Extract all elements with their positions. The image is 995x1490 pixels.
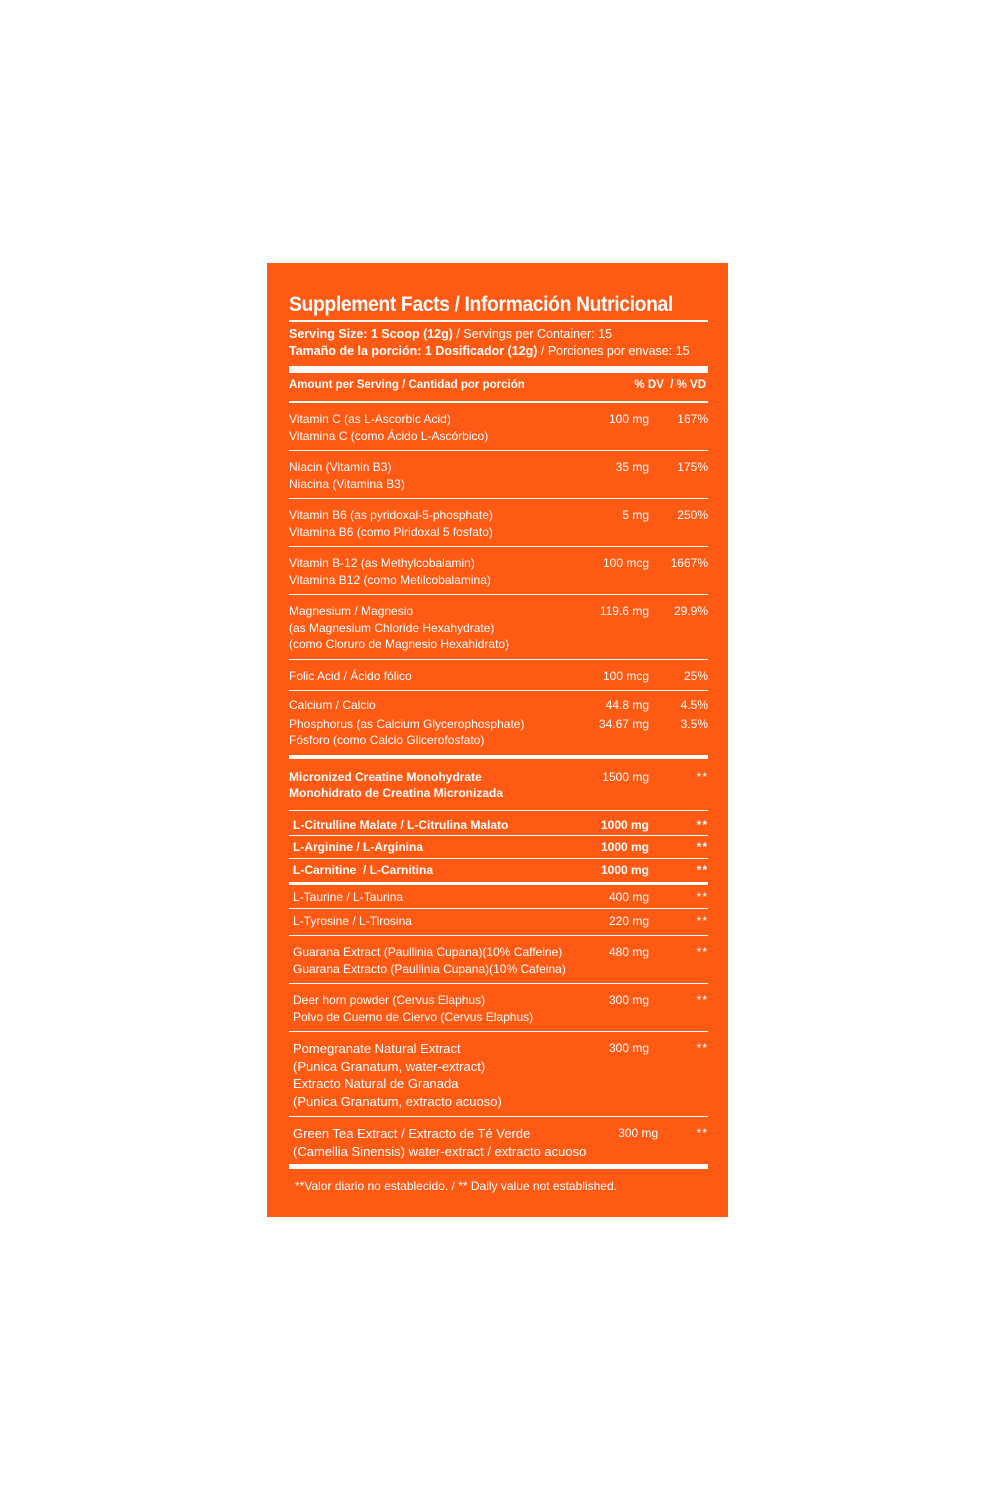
nutrient-amount: 119.6 mg	[599, 604, 649, 618]
nutrient-dv: **	[696, 993, 708, 1007]
nutrient-row	[289, 935, 708, 983]
nutrient-dv: **	[696, 890, 708, 904]
nutrient-row	[289, 401, 708, 450]
nutrient-amount: 5 mg	[622, 508, 649, 522]
nutrient-row	[289, 594, 708, 659]
nutrient-row	[289, 546, 708, 594]
nutrient-row	[289, 835, 708, 858]
nutrient-name: Deer horn powder (Cervus Elaphus)	[293, 993, 486, 1007]
nutrient-dv: **	[696, 1126, 708, 1140]
nutrient-amount: 100 mcg	[602, 668, 649, 683]
nutrient-name: Extracto Natural de Granada	[293, 1076, 459, 1091]
nutrient-name: Phosphorus (as Calcium Glycerophosphate)	[289, 716, 525, 731]
nutrient-name: Guarana Extracto (Paullinia Cupana)(10% Cafeina)	[293, 961, 566, 976]
nutrient-name: Vitamina C (como Ácido L-Ascórbico)	[289, 428, 489, 443]
nutrient-dv: 25%	[683, 668, 708, 683]
nutrient-row	[289, 810, 708, 836]
nutrient-dv: **	[696, 840, 708, 854]
nutrient-name: Vitamina B12 (como Metilcobalamina)	[289, 572, 491, 587]
nutrient-name: Pomegranate Natural Extract	[293, 1041, 461, 1056]
amount-header: Amount per Serving / Cantidad por porción	[289, 379, 525, 391]
nutrient-dv: 167%	[677, 412, 708, 426]
nutrient-name: Monohidrato de Creatina Micronizada	[289, 786, 504, 800]
nutrient-row	[289, 450, 708, 498]
nutrient-name: Magnesium / Magnesio	[289, 604, 414, 618]
serving-info	[289, 326, 708, 360]
nutrient-name: Vitamin B-12 (as Methylcobalamin)	[289, 556, 475, 570]
nutrient-row	[289, 755, 708, 810]
nutrient-dv: **	[696, 1041, 708, 1055]
nutrient-amount: 100 mg	[608, 412, 649, 426]
nutrient-name: Green Tea Extract / Extracto de Té Verde	[293, 1126, 531, 1141]
nutrient-dv: **	[696, 862, 708, 877]
nutrient-name: Vitamina B6 (como Piridoxal 5 fosfato)	[289, 524, 493, 539]
nutrient-amount: 1000 mg	[600, 862, 649, 877]
nutrient-dv: 4.5%	[680, 698, 708, 712]
nutrient-name: Niacina (Vitamina B3)	[289, 476, 405, 491]
nutrient-row	[289, 882, 708, 908]
title-divider	[289, 320, 708, 322]
nutrient-name: (Camellia Sinensis) water-extract / extracto acuoso	[293, 1143, 587, 1159]
nutrient-name: Guarana Extract (Paullinia Cupana)(10% Caffeine)	[293, 945, 563, 959]
nutrient-name: Fósforo (como Calcio Glicerofosfato)	[289, 733, 485, 747]
nutrient-amount: 44.8 mg	[605, 698, 649, 712]
nutrient-row	[289, 858, 708, 883]
serving-divider	[289, 366, 708, 373]
dv-header: % DV / % VD	[634, 379, 706, 391]
nutrient-row	[289, 1031, 708, 1116]
nutrient-amount: 480 mg	[608, 945, 649, 959]
nutrient-amount: 1000 mg	[600, 840, 649, 854]
nutrient-amount: 300 mg	[618, 1126, 659, 1140]
nutrient-dv: 1667%	[670, 556, 708, 570]
nutrient-name: Vitamin C (as L-Ascorbic Acid)	[289, 412, 451, 426]
nutrient-amount: 1500 mg	[602, 769, 649, 784]
nutrient-name: (como Cloruro de Magnesio Hexahidrato)	[289, 637, 510, 651]
nutrient-amount: 220 mg	[608, 913, 649, 928]
table-header	[289, 373, 708, 401]
nutrient-row	[289, 690, 708, 755]
nutrient-row	[289, 983, 708, 1031]
nutrient-name: L-Arginine / L-Arginina	[293, 840, 423, 854]
nutrient-row	[289, 498, 708, 546]
nutrient-name: Calcium / Calcio	[289, 698, 376, 712]
nutrient-amount: 300 mg	[608, 993, 649, 1007]
panel-title: Supplement Facts / Información Nutricional	[289, 293, 673, 316]
nutrient-name: Niacin (Vitamin B3)	[289, 460, 392, 474]
nutrient-name: L-Taurine / L-Taurina	[293, 890, 404, 904]
serving-line-es: Tamaño de la porción: 1 Dosificador (12g) / Porciones por envase: 15	[289, 344, 690, 358]
nutrient-dv: 29.9%	[673, 604, 708, 618]
nutrient-amount: 100 mcg	[602, 556, 649, 570]
nutrient-name: Micronized Creatine Monohydrate	[289, 769, 482, 784]
serving-line-en: Serving Size: 1 Scoop (12g) / Servings per Container: 15	[289, 327, 613, 341]
footnote: **Valor diario no establecido. / ** Daily value not established.	[289, 1164, 708, 1193]
nutrient-name: Folic Acid / Ácido fólico	[289, 668, 412, 683]
nutrient-name: L-Carnitine / L-Carnitina	[293, 862, 434, 877]
nutrient-row	[289, 659, 708, 691]
nutrient-dv: 175%	[677, 460, 708, 474]
nutrient-row	[289, 908, 708, 936]
nutrient-dv: 3.5%	[680, 716, 708, 731]
nutrient-row	[289, 1116, 708, 1164]
nutrient-amount: 34.67 mg	[598, 716, 649, 731]
nutrient-amount: 1000 mg	[600, 817, 649, 832]
nutrient-amount: 300 mg	[608, 1041, 649, 1055]
nutrient-dv: **	[696, 945, 708, 959]
nutrient-dv: **	[696, 913, 708, 928]
nutrient-dv: **	[696, 817, 708, 832]
nutrient-name: (Punica Granatum, water-extract)	[293, 1058, 486, 1074]
nutrient-name: (Punica Granatum, extracto acuoso)	[293, 1093, 502, 1109]
nutrient-amount: 400 mg	[608, 890, 649, 904]
nutrient-name: (as Magnesium Chloride Hexahydrate)	[289, 620, 495, 635]
supplement-facts-panel	[267, 263, 728, 1217]
nutrient-dv: **	[696, 769, 708, 784]
nutrient-name: Vitamin B6 (as pyridoxal-5-phosphate)	[289, 508, 493, 522]
nutrient-amount: 35 mg	[615, 460, 649, 474]
nutrient-dv: 250%	[677, 508, 708, 522]
nutrient-name: Polvo de Cuerno de Ciervo (Cervus Elaphus)	[293, 1009, 534, 1024]
nutrient-name: L-Tyrosine / L-Tirosina	[293, 913, 412, 928]
nutrient-name: L-Citrulline Malate / L-Citrulina Malato	[293, 817, 509, 832]
